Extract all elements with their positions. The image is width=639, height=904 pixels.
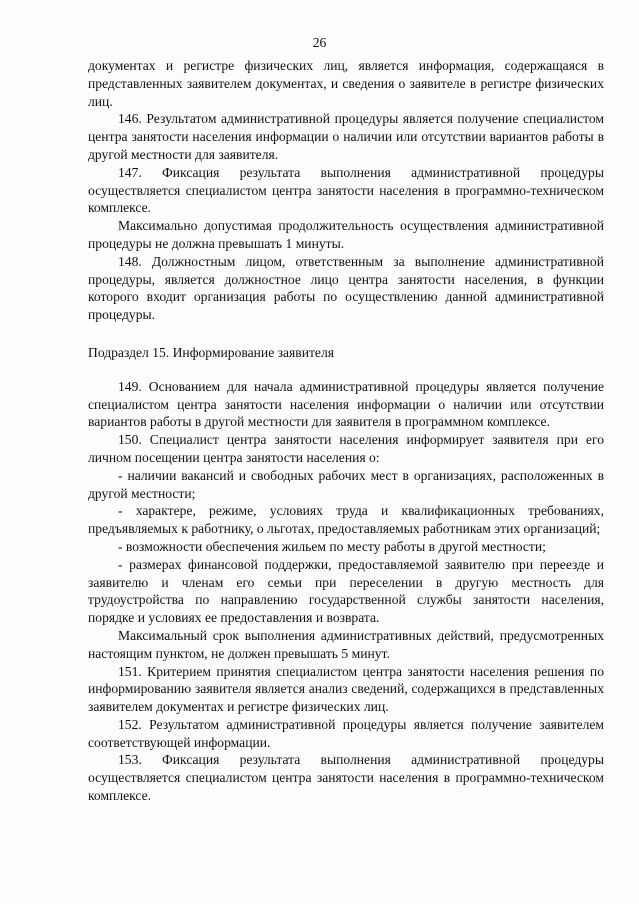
paragraph-147-duration: Максимально допустимая продолжительность осуществления административной процедуры не должна превышать 1 минуты. bbox=[88, 218, 604, 251]
paragraph-149: 149. Основанием для начала административной процедуры является получение специалистом центра занятости населения информации о наличии или отсутствии вариантов работы в другой местности для заявителя в программном комплексе. bbox=[88, 378, 604, 430]
paragraph-continued: документах и регистре физических лиц, является информация, содержащаяся в представленных заявителем документах, и сведения о заявителе в регистре физических лиц. bbox=[88, 58, 604, 109]
paragraph-150-duration: Максимальный срок выполнения административных действий, предусмотренных настоящим пунктом, не должен превышать 5 минут. bbox=[88, 627, 604, 661]
page-number: 26 bbox=[312, 35, 327, 50]
list-item-work-conditions: - характере, режиме, условиях труда и квалификационных требованиях, предъявляемых к работнику, о льготах, предоставляемых работникам этих организаций; bbox=[88, 503, 604, 537]
paragraph-147: 147. Фиксация результата выполнения административной процедуры осуществляется специалистом центра занятости населения в программно-техническом комплексе. bbox=[88, 164, 604, 216]
paragraph-148: 148. Должностным лицом, ответственным за выполнение административной процедуры, является должностное лицо центра занятости населения, в функции которого входит организация работы по осуществлению данной административной процедуры. bbox=[88, 253, 604, 323]
document-body bbox=[88, 57, 604, 805]
paragraph-151: 151. Критерием принятия специалистом центра занятости населения решения по информированию заявителя является анализ сведений, содержащихся в представленных заявителем документах и регистре физических лиц. bbox=[88, 663, 604, 715]
paragraph-150: 150. Специалист центра занятости населения информирует заявителя при его личном посещении центра занятости населения о: bbox=[88, 432, 604, 465]
list-item-vacancies: - наличии вакансий и свободных рабочих мест в организациях, расположенных в другой местности; bbox=[88, 467, 604, 501]
list-item-housing: - возможности обеспечения жильем по месту работы в другой местности; bbox=[118, 538, 546, 554]
paragraph-146: 146. Результатом административной процедуры является получение специалистом центра занятости населения информации о наличии или отсутствии вариантов работы в другой местности для заявителя. bbox=[88, 111, 604, 162]
paragraph-152: 152. Результатом административной процедуры является получение заявителем соответствующей информации. bbox=[88, 716, 604, 750]
paragraph-153: 153. Фиксация результата выполнения административной процедуры осуществляется специалистом центра занятости населения в программно-техническом комплексе. bbox=[88, 752, 604, 804]
subsection-heading: Подраздел 15. Информирование заявителя bbox=[88, 344, 334, 360]
list-item-financial-support: - размерах финансовой поддержки, предоставляемой заявителю при переезде и заявителю и членам его семьи при переселении в другую местность для трудоустройства по направлению государственной службы занятости населения, порядке и условиях ее предоставления и возврата. bbox=[88, 556, 604, 626]
